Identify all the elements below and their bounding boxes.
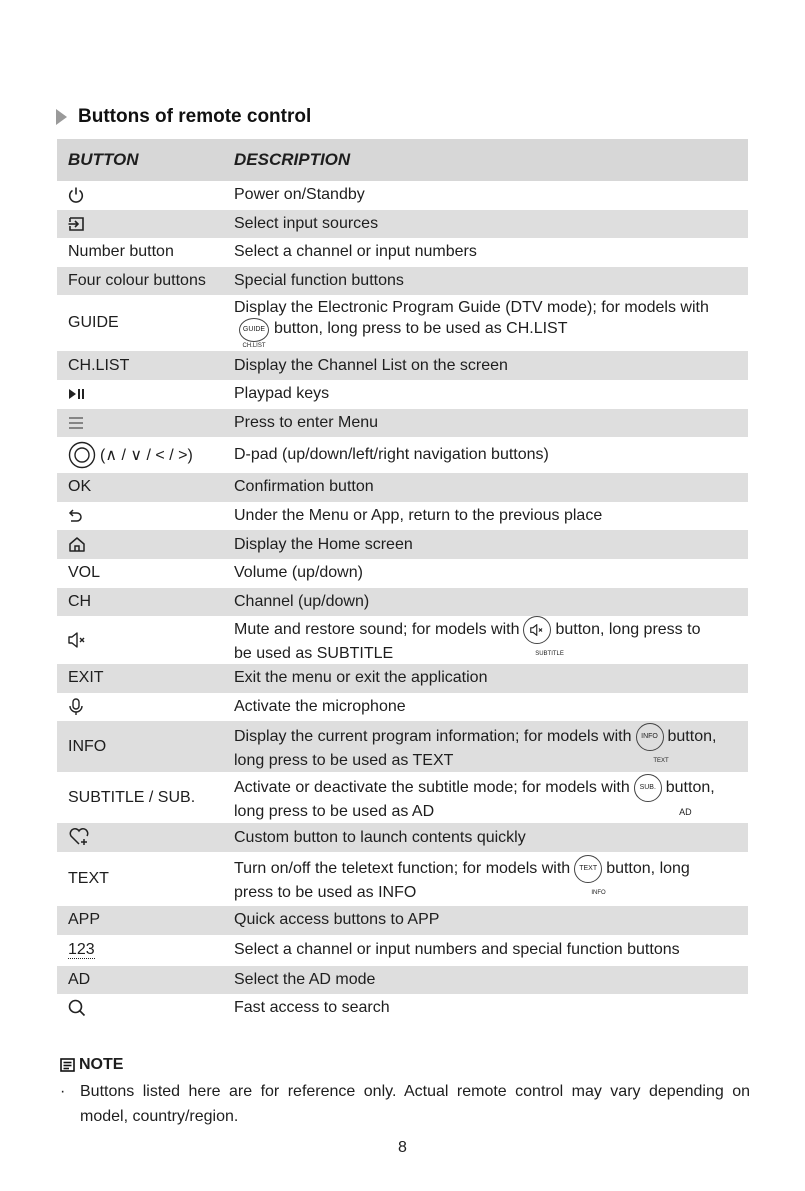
button-cell [57, 409, 223, 438]
description-cell: Under the Menu or App, return to the previous place [234, 507, 603, 525]
button-cell: APP [57, 906, 223, 935]
description-cell: Select a channel or input numbers [234, 243, 477, 261]
description-cell: Display the Home screen [223, 530, 748, 559]
description-cell: Custom button to launch contents quickly [223, 823, 748, 852]
header-button: BUTTON [57, 139, 223, 181]
description-cell [223, 295, 748, 351]
description-cell: Fast access to search [234, 999, 390, 1017]
description-cell: Select input sources [223, 210, 748, 239]
description-cell [223, 616, 748, 664]
table-row [57, 210, 748, 239]
guide-button-label: GUIDE [239, 318, 269, 342]
button-cell: GUIDE [68, 314, 119, 332]
note-section [60, 1052, 750, 1129]
table-row [57, 351, 748, 380]
button-cell: Number button [68, 243, 174, 261]
play-pause-icon [68, 387, 85, 401]
triangle-bullet-icon [56, 109, 67, 125]
back-icon [68, 508, 84, 524]
description-cell: Select a channel or input numbers and special function buttons [234, 941, 680, 958]
description-cell: Confirmation button [223, 473, 748, 502]
header-description: DESCRIPTION [223, 139, 748, 181]
button-cell [57, 502, 223, 531]
button-cell [57, 994, 223, 1023]
mute-button-sublabel: SUBTITLE [535, 651, 564, 658]
description-cell: Exit the menu or exit the application [223, 664, 748, 693]
description-line-2 [234, 802, 748, 822]
mute-icon [68, 632, 88, 648]
description-line-1-text: Mute and restore sound; for models with [234, 621, 520, 639]
description-cell [223, 721, 748, 772]
table-row [57, 437, 748, 473]
button-cell [57, 437, 223, 473]
description-line-1 [234, 855, 748, 883]
description-line-1 [234, 774, 748, 802]
number-123-icon: 123 [68, 941, 95, 958]
button-cell [57, 693, 223, 722]
bullet-dot-icon: · [60, 1083, 66, 1100]
description-line-2-text: long press to be used as AD [234, 802, 435, 820]
description-line-2-text: press to be used as INFO [234, 883, 417, 901]
description-cell: Power on/Standby [234, 186, 365, 204]
description-cell: Playpad keys [234, 385, 330, 403]
table-row [57, 693, 748, 722]
sub-button-sublabel: AD [679, 806, 692, 817]
button-cell [57, 616, 223, 664]
button-cell [57, 530, 223, 559]
table-row [57, 906, 748, 935]
power-icon [68, 186, 84, 204]
description-line-2-text: button, long press to be used as CH.LIST [274, 320, 568, 338]
description-line-1-tail: button, long press to [555, 621, 701, 639]
button-cell [57, 210, 223, 239]
button-cell: OK [57, 473, 223, 502]
description-line-2 [234, 644, 748, 664]
table-row [57, 238, 748, 267]
table-row [57, 295, 748, 351]
info-button-icon: INFO [636, 723, 664, 751]
table-row [57, 616, 748, 664]
table-row [57, 530, 748, 559]
description-line-1-tail: button, [665, 778, 715, 796]
button-cell: INFO [57, 721, 223, 772]
description-line-2-text: be used as SUBTITLE [234, 645, 394, 663]
text-button-sublabel: INFO [591, 889, 606, 896]
description-cell: Special function buttons [223, 267, 748, 296]
button-cell [57, 380, 223, 409]
table-row [57, 267, 748, 296]
info-button-sublabel: TEXT [653, 757, 669, 764]
button-cell: VOL [68, 564, 101, 582]
table-row [57, 559, 748, 588]
description-line-2 [234, 883, 748, 903]
note-icon [60, 1058, 75, 1072]
page-number: 8 [398, 1139, 407, 1156]
section-title [56, 106, 311, 128]
description-cell: D-pad (up/down/left/right navigation buttons) [234, 446, 549, 464]
description-line-2 [234, 751, 748, 771]
table-row [57, 664, 748, 693]
description-cell: Quick access buttons to APP [223, 906, 748, 935]
table-row [57, 772, 748, 823]
table-row [57, 473, 748, 502]
table-row [57, 966, 748, 995]
description-line-2 [234, 318, 748, 349]
description-line-1-text: Turn on/off the teletext function; for models with [234, 859, 571, 877]
table-row [57, 823, 748, 852]
search-icon [68, 999, 86, 1017]
button-cell [57, 181, 223, 210]
text-button-icon: TEXT [574, 855, 602, 883]
table-header-row [57, 139, 748, 181]
section-title-text: Buttons of remote control [78, 106, 312, 127]
description-line-1: Display the Electronic Program Guide (DTV mode); for models with [234, 298, 709, 316]
sub-button-icon: SUB. [634, 774, 662, 802]
description-cell: Volume (up/down) [234, 564, 363, 582]
description-cell: Channel (up/down) [223, 588, 748, 617]
button-cell: EXIT [57, 664, 223, 693]
description-line-1 [234, 616, 748, 644]
description-cell: Press to enter Menu [223, 409, 748, 438]
menu-icon [68, 416, 84, 430]
button-cell: Four colour buttons [57, 267, 223, 296]
guide-button-sublabel: CH.LIST [242, 342, 266, 349]
table-row [57, 994, 748, 1023]
note-bullet-text: Buttons listed here are for reference only. Actual remote control may vary depending on model, country/region. [80, 1083, 750, 1125]
note-bullet [60, 1079, 750, 1129]
table-row [57, 181, 748, 210]
note-heading [60, 1052, 750, 1077]
button-cell: CH [57, 588, 223, 617]
button-cell: SUBTITLE / SUB. [68, 788, 196, 806]
description-cell [223, 852, 748, 906]
description-line-1-tail: button, long [606, 859, 690, 877]
input-source-icon [68, 216, 85, 232]
button-cell: CH.LIST [57, 351, 223, 380]
description-line-2-text: long press to be used as TEXT [234, 751, 454, 769]
home-icon [68, 536, 86, 553]
description-line-1-tail: button, [667, 727, 717, 745]
table-row [57, 935, 748, 966]
description-line-1-text: Display the current program information; for models with [234, 727, 632, 745]
description-line-1-text: Activate or deactivate the subtitle mode; for models with [234, 778, 630, 796]
guide-button-icon [236, 318, 272, 349]
table-row [57, 380, 748, 409]
note-title: NOTE [79, 1056, 124, 1073]
table-row [57, 502, 748, 531]
dpad-icon [68, 441, 96, 469]
table-row [57, 721, 748, 772]
description-cell: Display the Channel List on the screen [223, 351, 748, 380]
mute-button-icon [523, 616, 551, 644]
description-cell [223, 772, 748, 823]
table-row [57, 588, 748, 617]
description-cell: Select the AD mode [223, 966, 748, 995]
remote-buttons-table [57, 139, 748, 1023]
dpad-label: (∧ / ∨ / < / >) [100, 447, 193, 465]
microphone-icon [68, 698, 84, 716]
table-row [57, 852, 748, 906]
button-cell: AD [57, 966, 223, 995]
table-row [57, 409, 748, 438]
button-cell [57, 935, 223, 966]
button-cell: TEXT [68, 869, 109, 887]
description-cell: Activate the microphone [234, 698, 406, 716]
custom-heart-icon [68, 828, 90, 846]
button-cell [57, 823, 223, 852]
description-line-1 [234, 723, 748, 751]
